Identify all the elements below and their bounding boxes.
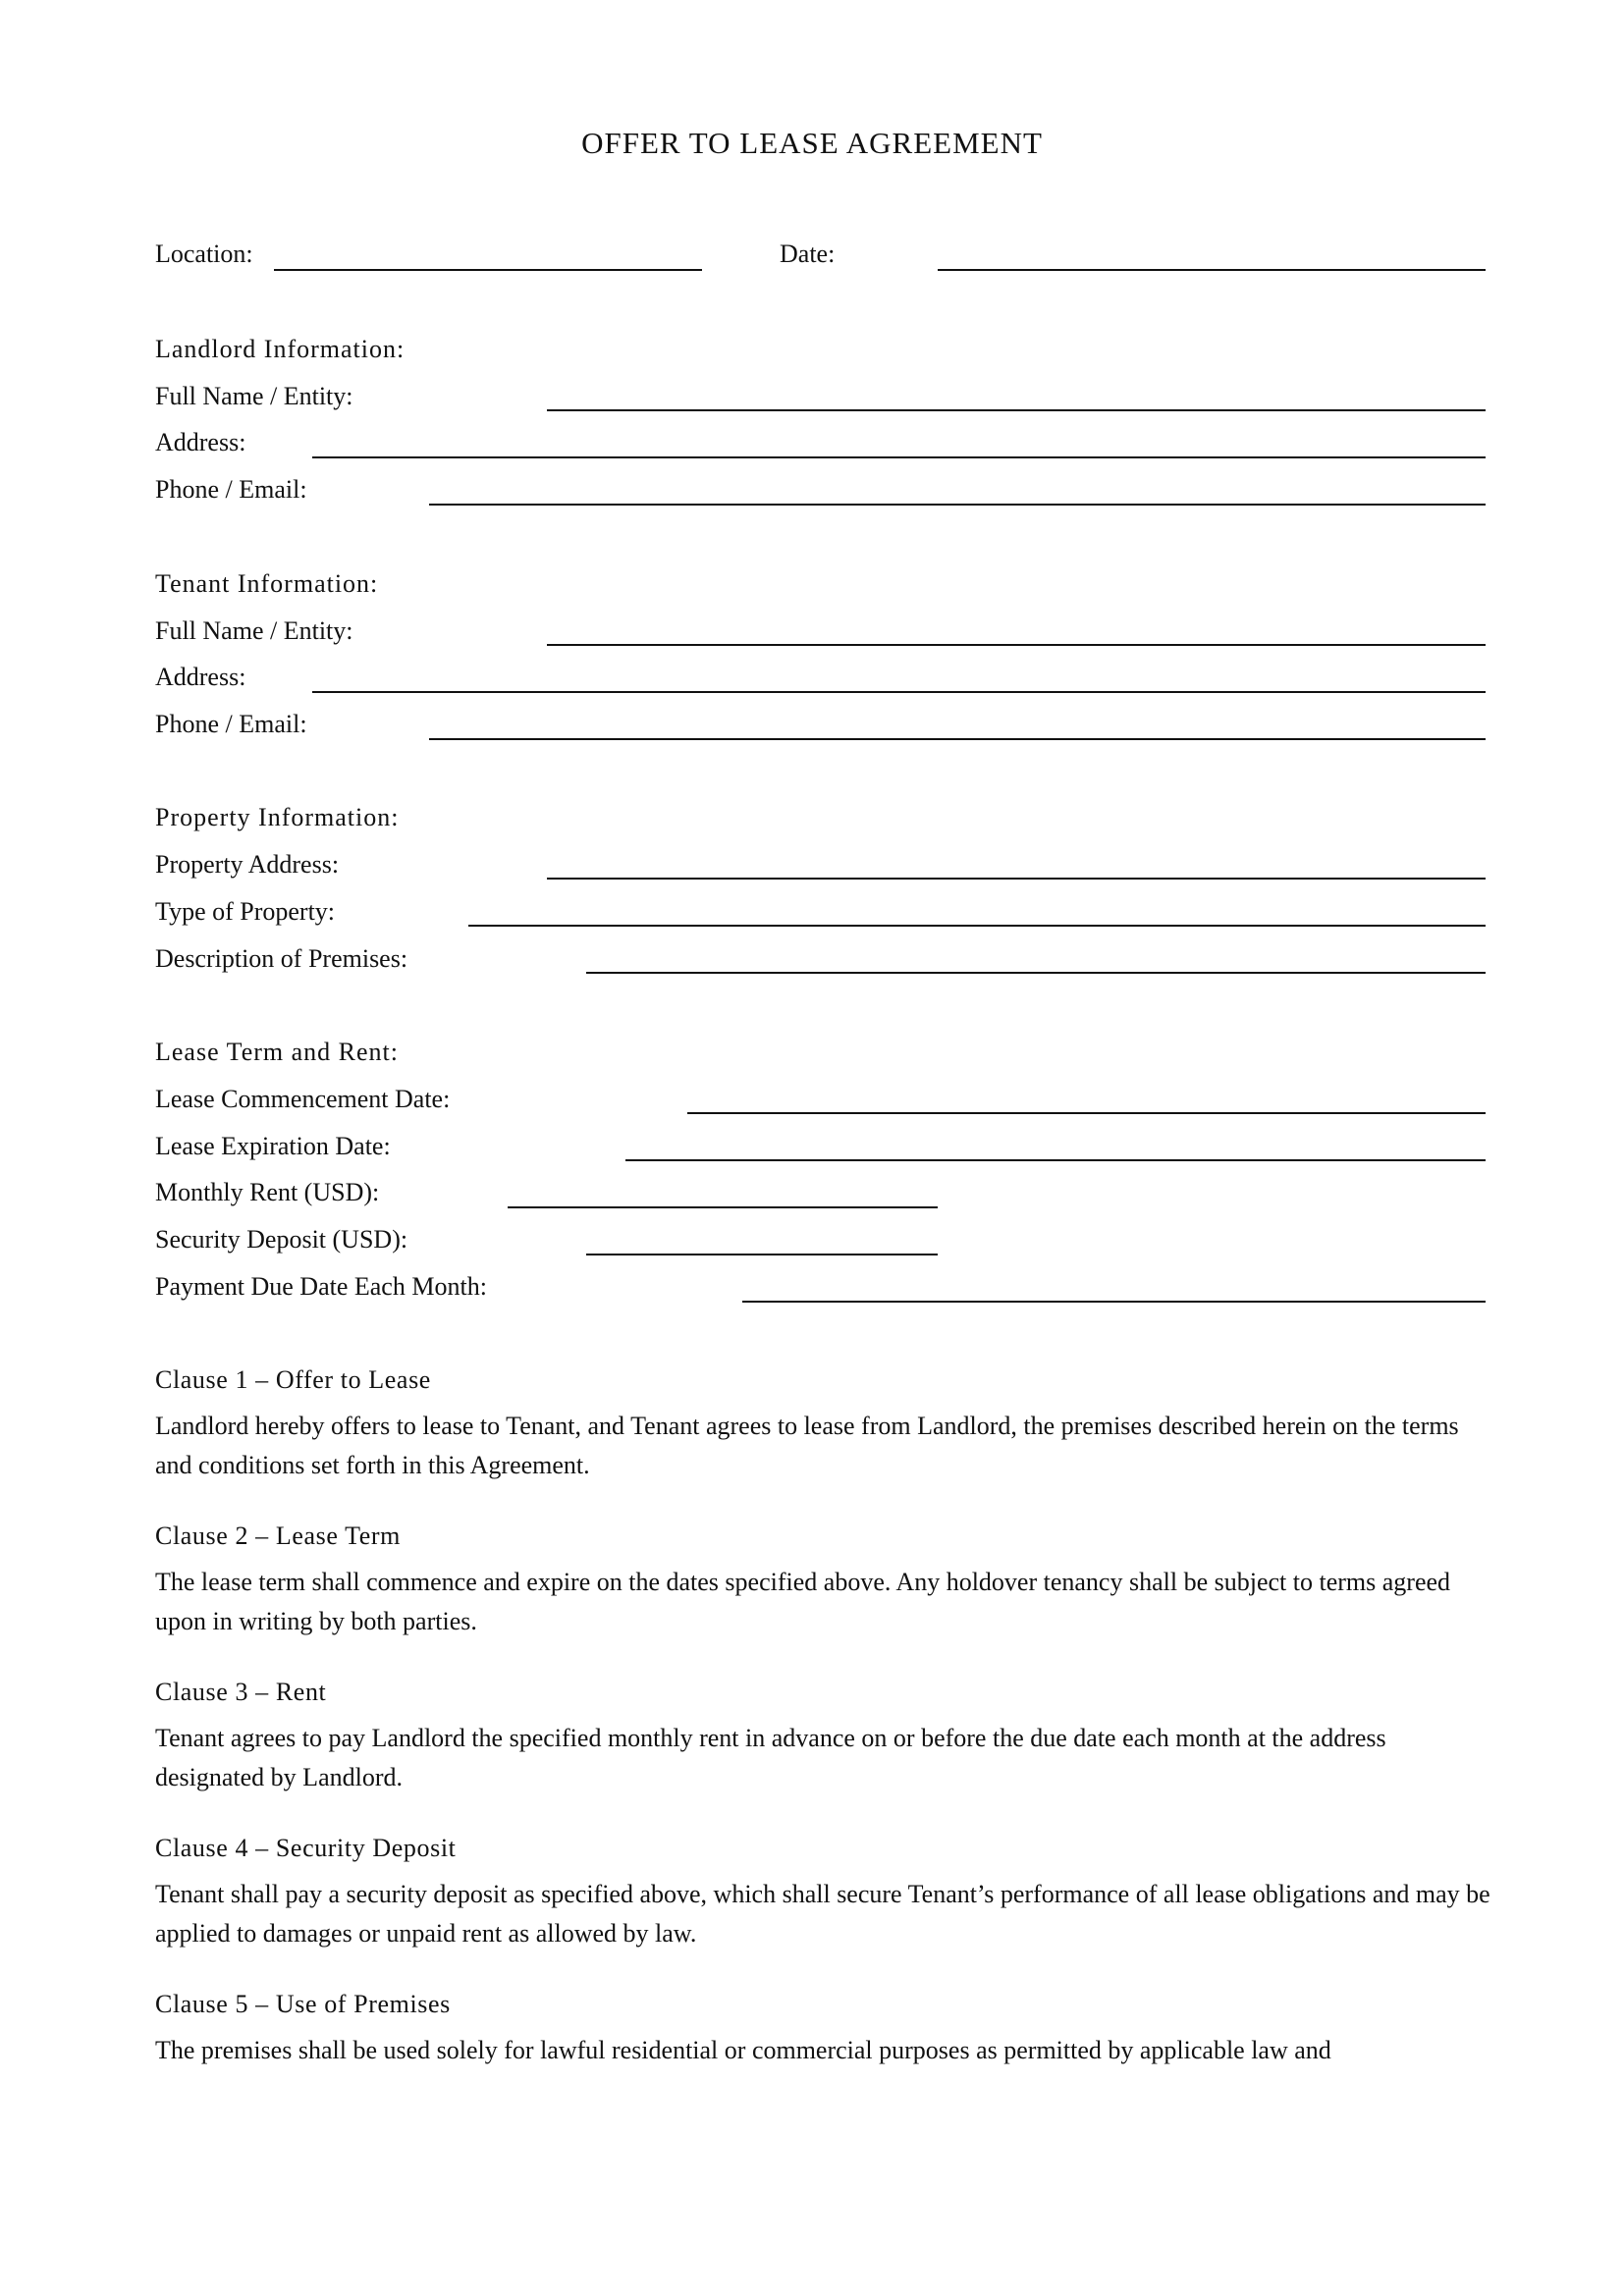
lease-commencement-field[interactable] <box>687 1112 1486 1114</box>
tenant-address-field[interactable] <box>312 691 1486 693</box>
landlord-heading: Landlord Information: <box>155 335 406 363</box>
clause-title: Clause 2 – Lease Term <box>155 1522 402 1550</box>
tenant-address-label: Address: <box>155 663 246 691</box>
premises-description-field[interactable] <box>586 972 1486 974</box>
clause-body: Tenant shall pay a security deposit as specified above, which shall secure Tenant’s performance of all lease obligations and may be applied to damages or unpaid rent as allowed by law. <box>155 1880 1490 1948</box>
property-type-label: Type of Property: <box>155 897 336 926</box>
landlord-name-label: Full Name / Entity: <box>155 382 353 410</box>
payment-due-field[interactable] <box>742 1301 1486 1303</box>
clause-title: Clause 1 – Offer to Lease <box>155 1365 431 1394</box>
clause-body: Landlord hereby offers to lease to Tenant, and Tenant agrees to lease from Landlord, the premises described herein on the terms and conditions set forth in this Agreement. <box>155 1412 1459 1479</box>
clause-body: The premises shall be used solely for lawful residential or commercial purposes as permitted by applicable law and <box>155 2036 1331 2064</box>
tenant-name-label: Full Name / Entity: <box>155 616 353 645</box>
lease-commencement-label: Lease Commencement Date: <box>155 1085 451 1113</box>
property-type-field[interactable] <box>468 925 1486 927</box>
property-address-field[interactable] <box>547 878 1486 880</box>
property-heading: Property Information: <box>155 803 400 831</box>
clause-body: The lease term shall commence and expire on the dates specified above. Any holdover tenancy shall be subject to terms agreed upon in writing by both parties. <box>155 1568 1451 1635</box>
lease-expiration-label: Lease Expiration Date: <box>155 1132 391 1160</box>
lease-heading: Lease Term and Rent: <box>155 1038 400 1066</box>
document-title: OFFER TO LEASE AGREEMENT <box>581 126 1043 160</box>
clause-title: Clause 3 – Rent <box>155 1678 327 1706</box>
premises-description-label: Description of Premises: <box>155 944 408 973</box>
tenant-name-field[interactable] <box>547 644 1486 646</box>
property-address-label: Property Address: <box>155 850 340 879</box>
monthly-rent-field[interactable] <box>508 1206 938 1208</box>
landlord-contact-label: Phone / Email: <box>155 475 307 504</box>
landlord-contact-field[interactable] <box>429 504 1486 506</box>
date-label: Date: <box>780 240 836 268</box>
lease-expiration-field[interactable] <box>625 1159 1486 1161</box>
tenant-heading: Tenant Information: <box>155 569 379 598</box>
clause-title: Clause 4 – Security Deposit <box>155 1834 457 1862</box>
location-field[interactable] <box>274 269 702 271</box>
landlord-address-label: Address: <box>155 428 246 456</box>
clause-title: Clause 5 – Use of Premises <box>155 1990 451 2018</box>
clause-body: Tenant agrees to pay Landlord the specified monthly rent in advance on or before the due date each month at the address designated by Landlord. <box>155 1724 1386 1791</box>
date-field[interactable] <box>938 269 1486 271</box>
landlord-address-field[interactable] <box>312 456 1486 458</box>
tenant-contact-label: Phone / Email: <box>155 710 307 738</box>
payment-due-label: Payment Due Date Each Month: <box>155 1272 487 1301</box>
security-deposit-label: Security Deposit (USD): <box>155 1225 408 1254</box>
monthly-rent-label: Monthly Rent (USD): <box>155 1178 380 1206</box>
tenant-contact-field[interactable] <box>429 738 1486 740</box>
security-deposit-field[interactable] <box>586 1254 938 1255</box>
landlord-name-field[interactable] <box>547 409 1486 411</box>
location-label: Location: <box>155 240 253 268</box>
